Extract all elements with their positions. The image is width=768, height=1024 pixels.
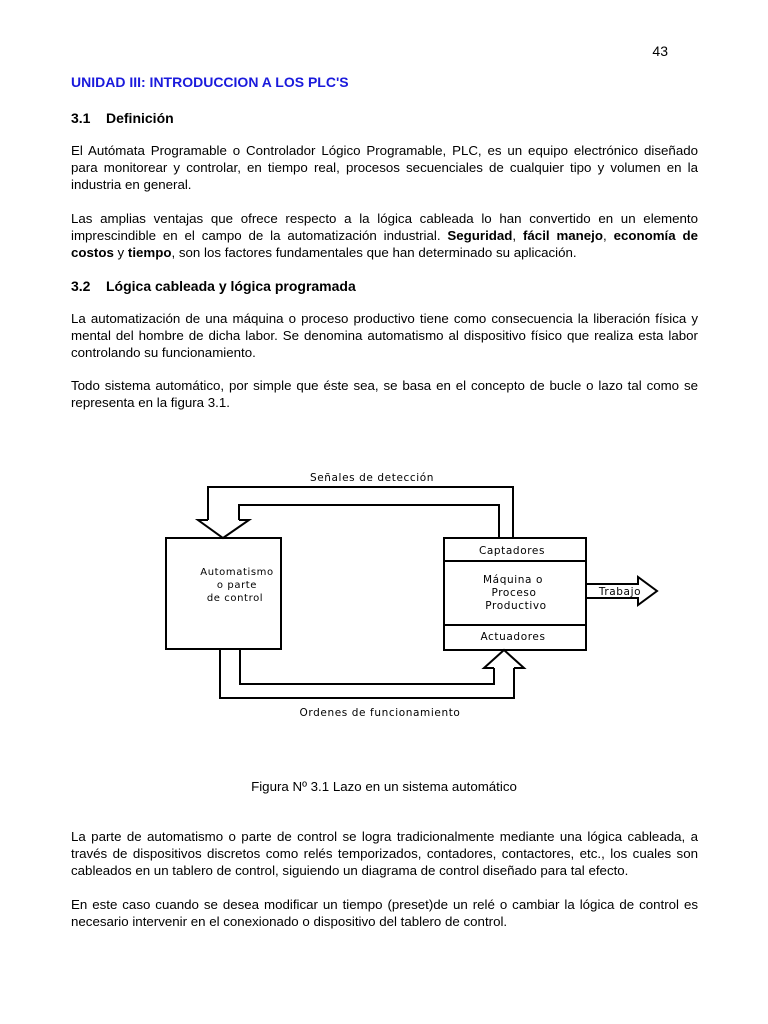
section-number: 3.2 bbox=[71, 278, 91, 294]
feedback-arrowhead bbox=[198, 520, 249, 538]
machine-line2: Proceso bbox=[491, 587, 537, 599]
figure-caption: Figura Nº 3.1 Lazo en un sistema automático bbox=[251, 779, 517, 794]
control-box-line3: de control bbox=[206, 593, 264, 604]
feedback-path-outer bbox=[208, 487, 513, 538]
feedback-label: Señales de detección bbox=[309, 472, 435, 484]
section-number: 3.1 bbox=[71, 110, 91, 126]
loop-diagram bbox=[150, 462, 670, 732]
section-title: Definición bbox=[106, 110, 174, 126]
sensors-label: Captadores bbox=[478, 545, 546, 557]
paragraph-modification: En este caso cuando se desea modificar un tiempo (preset)de un relé o cambiar la lógica de control es necesario intervenir en el conexionado o dispositivo del tablero de control. bbox=[71, 897, 698, 929]
actuators-label: Actuadores bbox=[480, 631, 546, 643]
command-label: Ordenes de funcionamiento bbox=[299, 707, 461, 719]
machine-line3: Productivo bbox=[485, 600, 547, 612]
control-box-line2: o parte bbox=[216, 580, 258, 591]
command-path-outer bbox=[220, 649, 514, 698]
output-label: Trabajo bbox=[598, 586, 642, 598]
feedback-path-inner bbox=[239, 505, 499, 538]
section-title: Lógica cableada y lógica programada bbox=[106, 278, 356, 294]
paragraph-hardwired: La parte de automatismo o parte de control se logra tradicionalmente mediante una lógica cableada, a través de dispositivos discretos como relés temporizados, contadores, contactores, etc., los cuales son cableados en un tablero de control, siguiendo un diagrama de control diseñado para tal efecto. bbox=[71, 829, 698, 878]
paragraph-loop: Todo sistema automático, por simple que éste sea, se basa en el concepto de bucle o lazo tal como se representa en la figura 3.1. bbox=[71, 378, 698, 410]
control-box-line1: Automatismo bbox=[200, 567, 274, 578]
machine-line1: Máquina o bbox=[483, 574, 543, 586]
paragraph-advantages: Las amplias ventajas que ofrece respecto a la lógica cableada lo han convertido en un elemento imprescindible en el campo de la automatización industrial. Seguridad, fácil manejo, economía de costos y tiempo, son los factores fundamentales que han determinado su aplicación. bbox=[71, 211, 699, 260]
paragraph-automation: La automatización de una máquina o proceso productivo tiene como consecuencia la liberación física y mental del hombre de dicha labor. Se denomina automatismo al dispositivo físico que realiza esta labor controlando su funcionamiento. bbox=[71, 311, 698, 360]
bold-term: fácil manejo bbox=[522, 228, 604, 243]
bold-term: Seguridad bbox=[447, 228, 513, 243]
section-heading-logic bbox=[71, 278, 356, 294]
page-number: 43 bbox=[652, 43, 668, 59]
bold-term: economía de costos bbox=[71, 228, 699, 260]
command-arrowhead bbox=[484, 650, 524, 668]
command-path-inner bbox=[240, 649, 494, 684]
unit-title: UNIDAD III: INTRODUCCION A LOS PLC'S bbox=[71, 74, 349, 90]
paragraph-definition: El Autómata Programable o Controlador Lógico Programable, PLC, es un equipo electrónico diseñado para monitorear y controlar, en tiempo real, procesos secuenciales de cualquier tipo y volumen en la industria en general. bbox=[71, 143, 698, 192]
bold-term: tiempo bbox=[127, 245, 172, 260]
section-heading-definition bbox=[71, 110, 174, 126]
